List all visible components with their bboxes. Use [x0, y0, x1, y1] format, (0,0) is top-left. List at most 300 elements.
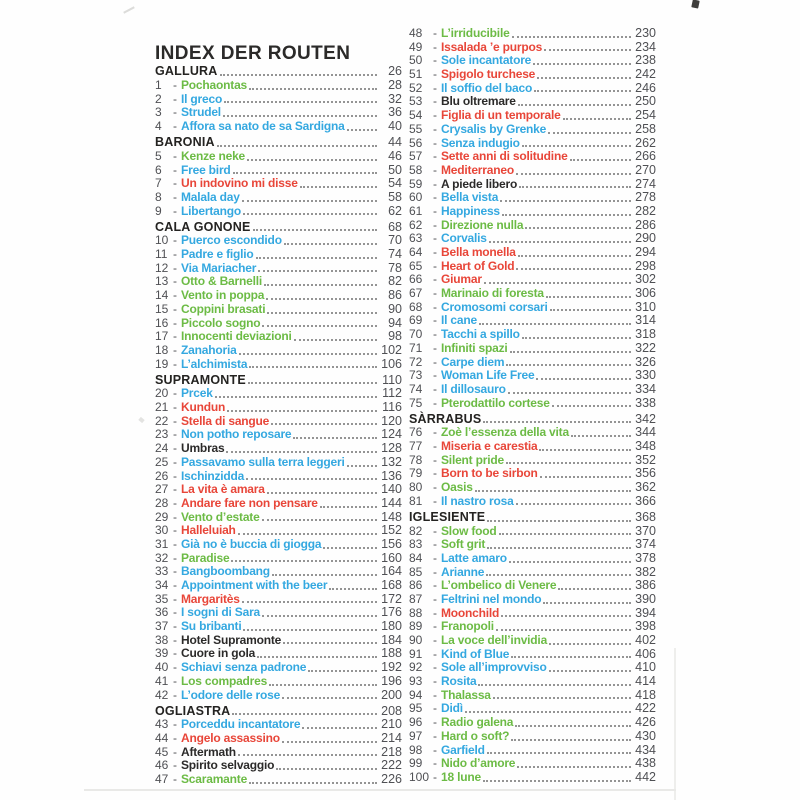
dotted-leader: [243, 213, 377, 215]
route-name: Corvalis: [441, 231, 487, 246]
dotted-leader: [552, 405, 631, 407]
number-separator: -: [433, 327, 437, 342]
dotted-leader: [320, 506, 377, 508]
dotted-leader: [571, 435, 631, 437]
page-number: 258: [635, 121, 656, 136]
route-row: [409, 356, 656, 370]
dotted-leader: [243, 629, 377, 631]
route-row: [409, 191, 656, 205]
route-number: 25: [155, 454, 169, 469]
route-name: Born to be sirbon: [441, 466, 538, 481]
dotted-leader: [544, 49, 631, 51]
route-row: [155, 565, 402, 579]
route-name: Paradise: [181, 550, 230, 565]
number-separator: -: [433, 687, 437, 702]
dotted-leader: [506, 462, 631, 464]
number-separator: -: [173, 91, 177, 106]
number-separator: -: [433, 368, 437, 383]
number-separator: -: [433, 395, 437, 410]
number-separator: -: [433, 769, 437, 784]
route-name: Mediterraneo: [441, 162, 514, 177]
section-row: [409, 511, 656, 525]
number-separator: -: [433, 728, 437, 743]
route-row: [155, 415, 402, 429]
route-name: Coppini brasati: [181, 301, 266, 316]
page-number: 188: [381, 646, 402, 661]
route-name: Los compadres: [181, 673, 268, 688]
route-number: 45: [155, 744, 169, 759]
route-name: Appointment with the beer: [181, 578, 328, 592]
route-number: 56: [409, 135, 423, 150]
page-number: 44: [388, 135, 402, 150]
route-number: 3: [155, 105, 162, 120]
route-number: 30: [155, 523, 169, 538]
route-row: [155, 191, 402, 205]
route-number: 63: [409, 231, 423, 246]
route-row: [155, 248, 402, 262]
number-separator: -: [173, 454, 177, 469]
route-row: [409, 342, 656, 356]
route-name: Bella vista: [441, 190, 499, 205]
page-number: 116: [382, 400, 402, 415]
route-name: Ischinzidda: [181, 468, 245, 483]
number-separator: -: [173, 105, 177, 120]
dotted-leader: [226, 451, 377, 453]
route-row: [409, 109, 656, 123]
route-row: [409, 205, 656, 219]
route-row: [409, 123, 656, 137]
scan-speck-corner: [691, 0, 700, 9]
route-row: [409, 648, 656, 662]
dotted-leader: [519, 186, 631, 188]
route-row: [155, 579, 402, 593]
number-separator: -: [433, 633, 437, 648]
page-number: 318: [635, 327, 656, 342]
route-name: Vento in poppa: [181, 288, 265, 303]
route-name: Già no è buccia di giogga: [181, 536, 322, 551]
number-separator: -: [433, 245, 437, 259]
page-number: 26: [388, 64, 402, 79]
route-name: Marinaio di foresta: [441, 286, 544, 301]
route-name: Scaramante: [181, 772, 248, 787]
route-number: 71: [409, 340, 423, 355]
route-name: Figlia di un temporale: [441, 108, 561, 123]
dotted-leader: [563, 118, 631, 120]
route-row: [409, 689, 656, 703]
page-number: 242: [635, 67, 656, 82]
route-number: 18: [155, 342, 169, 357]
route-name: Malala day: [181, 189, 240, 204]
route-name: Kind of Blue: [441, 646, 510, 661]
page-number: 120: [381, 413, 402, 428]
route-name: Free bird: [181, 162, 231, 177]
page-number: 54: [388, 176, 402, 191]
page-number: 112: [382, 386, 402, 401]
section-title: OGLIASTRA: [155, 703, 231, 718]
route-row: [155, 759, 402, 773]
route-number: 98: [409, 742, 423, 757]
route-name: Spirito selvaggio: [181, 758, 275, 773]
route-row: [409, 397, 656, 411]
page-number: 302: [635, 272, 656, 287]
page-number: 196: [381, 673, 402, 688]
dotted-leader: [267, 492, 377, 494]
number-separator: -: [433, 493, 437, 508]
number-separator: -: [173, 400, 177, 415]
section-title: BARONIA: [155, 135, 215, 150]
number-separator: -: [173, 356, 177, 371]
route-number: 83: [409, 537, 423, 552]
page-number: 132: [381, 454, 402, 469]
route-number: 70: [409, 327, 423, 342]
route-number: 55: [409, 121, 423, 136]
route-number: 36: [155, 605, 169, 620]
route-number: 49: [409, 39, 423, 54]
route-name: Aftermath: [181, 744, 236, 759]
page-number: 36: [388, 105, 402, 120]
route-number: 97: [409, 728, 423, 743]
number-separator: -: [173, 413, 177, 428]
number-separator: -: [173, 482, 177, 497]
dotted-leader: [238, 754, 377, 756]
dotted-leader: [232, 713, 377, 715]
route-name: Happiness: [441, 203, 500, 218]
dotted-leader: [483, 421, 631, 423]
page-number: 136: [381, 468, 402, 483]
route-row: [155, 303, 402, 317]
route-number: 39: [155, 646, 169, 661]
route-number: 9: [155, 203, 162, 218]
page-number: 314: [635, 313, 656, 328]
number-separator: -: [433, 299, 437, 314]
dotted-leader: [227, 410, 377, 412]
route-name: Garfield: [441, 742, 485, 757]
page-number: 50: [388, 162, 402, 177]
page-number: 390: [635, 591, 656, 606]
route-row: [155, 718, 402, 732]
number-separator: -: [433, 313, 437, 328]
dotted-leader: [558, 588, 631, 590]
route-name: Hard o soft?: [441, 728, 510, 743]
route-number: 69: [409, 313, 423, 328]
route-number: 74: [409, 381, 423, 396]
dotted-leader: [257, 656, 377, 658]
route-row: [409, 150, 656, 164]
route-row: [409, 82, 656, 96]
number-separator: -: [433, 701, 437, 716]
dotted-leader: [271, 423, 377, 425]
number-separator: -: [433, 756, 437, 771]
route-name: Strudel: [181, 105, 221, 120]
dotted-leader: [302, 727, 377, 729]
page-number: 294: [635, 245, 656, 259]
number-separator: -: [173, 148, 177, 163]
page-number: 356: [635, 466, 656, 481]
route-name: Porceddu incantatore: [181, 717, 301, 732]
number-separator: -: [173, 673, 177, 688]
route-row: [409, 467, 656, 481]
page-number: 282: [635, 203, 656, 218]
number-separator: -: [433, 231, 437, 246]
route-name: Latte amaro: [441, 550, 507, 565]
route-row: [409, 757, 656, 771]
route-name: L’irriducibile: [441, 26, 510, 40]
dotted-leader: [249, 366, 377, 368]
number-separator: -: [173, 301, 177, 316]
route-number: 94: [409, 687, 423, 702]
route-number: 8: [155, 189, 162, 204]
dotted-leader: [546, 296, 631, 298]
route-number: 41: [155, 673, 169, 688]
page-number: 226: [381, 772, 402, 787]
route-row: [155, 773, 402, 787]
page-number: 278: [635, 190, 656, 205]
route-number: 61: [409, 203, 423, 218]
page-number: 156: [381, 536, 402, 551]
route-number: 13: [155, 274, 169, 289]
route-name: Sole incantatore: [441, 53, 532, 68]
page-number: 110: [382, 372, 402, 387]
page-number: 286: [635, 217, 656, 232]
route-row: [409, 314, 656, 328]
number-separator: -: [173, 162, 177, 177]
route-name: Woman Life Free: [441, 368, 535, 383]
route-number: 46: [155, 758, 169, 773]
page-number: 184: [381, 632, 402, 647]
dotted-leader: [549, 643, 631, 645]
number-separator: -: [433, 646, 437, 661]
page-number: 140: [381, 482, 402, 497]
route-number: 93: [409, 674, 423, 689]
route-number: 29: [155, 509, 169, 524]
dotted-leader: [487, 547, 631, 549]
number-separator: -: [433, 480, 437, 495]
page-number: 28: [388, 78, 402, 93]
dotted-leader: [548, 132, 631, 134]
page-number: 410: [635, 660, 656, 675]
route-number: 80: [409, 480, 423, 495]
scan-scratch-top: [123, 6, 135, 13]
dotted-leader: [283, 642, 377, 644]
route-number: 7: [155, 176, 162, 191]
route-name: Libertango: [181, 203, 241, 218]
page-number: 398: [635, 619, 656, 634]
dotted-leader: [231, 560, 377, 562]
route-number: 1: [155, 78, 162, 93]
page-number: 234: [635, 39, 656, 54]
route-row: [155, 289, 402, 303]
page-number: 238: [635, 53, 656, 68]
route-row: [155, 661, 402, 675]
route-name: Il greco: [181, 91, 223, 106]
section-row: [155, 374, 402, 388]
route-name: Blu oltremare: [441, 94, 516, 109]
dotted-leader: [537, 77, 631, 79]
number-separator: -: [433, 94, 437, 109]
dotted-leader: [501, 615, 631, 617]
route-row: [155, 106, 402, 120]
dotted-leader: [247, 159, 377, 161]
number-separator: -: [433, 121, 437, 136]
route-number: 99: [409, 756, 423, 771]
route-row: [409, 68, 656, 82]
number-separator: -: [173, 758, 177, 773]
route-row: [155, 205, 402, 219]
route-row: [155, 511, 402, 525]
route-name: Kenze neke: [181, 148, 246, 163]
dotted-leader: [308, 670, 377, 672]
dotted-leader: [550, 309, 631, 311]
route-number: 37: [155, 619, 169, 634]
route-name: Radio galena: [441, 715, 514, 730]
route-name: Rosita: [441, 674, 477, 689]
number-separator: -: [173, 260, 177, 275]
dotted-leader: [500, 200, 631, 202]
number-separator: -: [433, 149, 437, 164]
section-title: GALLURA: [155, 64, 218, 79]
dotted-leader: [262, 615, 377, 617]
number-separator: -: [433, 578, 437, 593]
page-number: 290: [635, 231, 656, 246]
page-number: 200: [381, 687, 402, 702]
route-number: 15: [155, 301, 169, 316]
number-separator: -: [173, 495, 177, 510]
number-separator: -: [173, 717, 177, 732]
number-separator: -: [433, 80, 437, 95]
route-number: 58: [409, 162, 423, 177]
number-separator: -: [173, 550, 177, 565]
dotted-leader: [515, 725, 631, 727]
page-number: 58: [388, 189, 402, 204]
number-separator: -: [173, 509, 177, 524]
route-row: [155, 164, 402, 178]
route-row: [155, 538, 402, 552]
number-separator: -: [433, 135, 437, 150]
page-edge-shadow-right: [674, 648, 676, 800]
route-number: 76: [409, 425, 423, 440]
route-row: [409, 260, 656, 274]
number-separator: -: [433, 619, 437, 634]
page-number: 352: [635, 452, 656, 467]
route-number: 92: [409, 660, 423, 675]
route-number: 68: [409, 299, 423, 314]
route-name: Bangboombang: [181, 564, 270, 579]
route-row: [409, 620, 656, 634]
route-name: Kundun: [181, 400, 226, 415]
route-row: [409, 301, 656, 315]
number-separator: -: [173, 772, 177, 787]
number-separator: -: [433, 176, 437, 191]
route-name: Sole all’improvviso: [441, 660, 547, 675]
dotted-leader: [282, 741, 377, 743]
dotted-leader: [329, 588, 377, 590]
route-row: [409, 369, 656, 383]
route-name: Soft grit: [441, 537, 486, 552]
route-number: 19: [155, 356, 169, 371]
number-separator: -: [173, 578, 177, 592]
dotted-leader: [239, 353, 377, 355]
number-separator: -: [173, 315, 177, 330]
dotted-leader: [486, 574, 631, 576]
route-number: 73: [409, 368, 423, 383]
route-row: [155, 401, 402, 415]
page-number: 386: [635, 578, 656, 593]
route-row: [409, 634, 656, 648]
route-row: [155, 120, 402, 134]
route-number: 81: [409, 493, 423, 508]
route-number: 23: [155, 427, 169, 442]
route-row: [409, 137, 656, 151]
route-number: 43: [155, 717, 169, 732]
number-separator: -: [173, 730, 177, 745]
page-number: 40: [388, 119, 402, 134]
route-row: [409, 744, 656, 758]
dotted-leader: [220, 74, 377, 76]
dotted-leader: [267, 312, 377, 314]
page-number: 148: [381, 509, 402, 524]
number-separator: -: [433, 258, 437, 273]
dotted-leader: [484, 282, 631, 284]
route-row: [409, 164, 656, 178]
route-name: Senza indugio: [441, 135, 520, 150]
route-name: Il nastro rosa: [441, 493, 514, 508]
route-name: Heart of Gold: [441, 258, 515, 273]
dotted-leader: [483, 780, 631, 782]
page-number: 98: [388, 329, 402, 344]
route-number: 2: [155, 91, 162, 106]
number-separator: -: [433, 67, 437, 82]
route-name: Feltrini nel mondo: [441, 591, 542, 606]
route-number: 34: [155, 578, 169, 592]
dotted-leader: [478, 684, 631, 686]
route-row: [409, 481, 656, 495]
dotted-leader: [276, 768, 377, 770]
route-number: 66: [409, 272, 423, 287]
route-name: Cromosomi corsari: [441, 299, 548, 314]
dotted-leader: [233, 172, 377, 174]
section-title: CALA GONONE: [155, 219, 251, 234]
route-name: Prcek: [181, 386, 213, 401]
number-separator: -: [173, 619, 177, 634]
dotted-leader: [223, 115, 377, 117]
number-separator: -: [173, 632, 177, 647]
route-name: Tacchi a spillo: [441, 327, 520, 342]
dotted-leader: [217, 145, 377, 147]
route-name: A piede libero: [441, 176, 518, 191]
dotted-leader: [496, 629, 631, 631]
route-name: La vita è amara: [181, 482, 265, 497]
dotted-leader: [347, 465, 377, 467]
route-row: [155, 177, 402, 191]
route-name: Direzione nulla: [441, 217, 524, 232]
route-row: [155, 428, 402, 442]
route-row: [155, 150, 402, 164]
route-row: [155, 634, 402, 648]
number-separator: -: [433, 550, 437, 565]
dotted-leader: [347, 129, 377, 131]
number-separator: -: [173, 189, 177, 204]
route-name: Infiniti spazi: [441, 340, 508, 355]
route-name: Padre e figlio: [181, 247, 254, 262]
page-number: 326: [635, 354, 656, 369]
route-name: 18 lune: [441, 769, 481, 784]
section-row: [409, 413, 656, 427]
route-row: [155, 606, 402, 620]
route-number: 72: [409, 354, 423, 369]
page-number: 250: [635, 94, 656, 109]
dotted-leader: [249, 782, 377, 784]
dotted-leader: [512, 36, 631, 38]
